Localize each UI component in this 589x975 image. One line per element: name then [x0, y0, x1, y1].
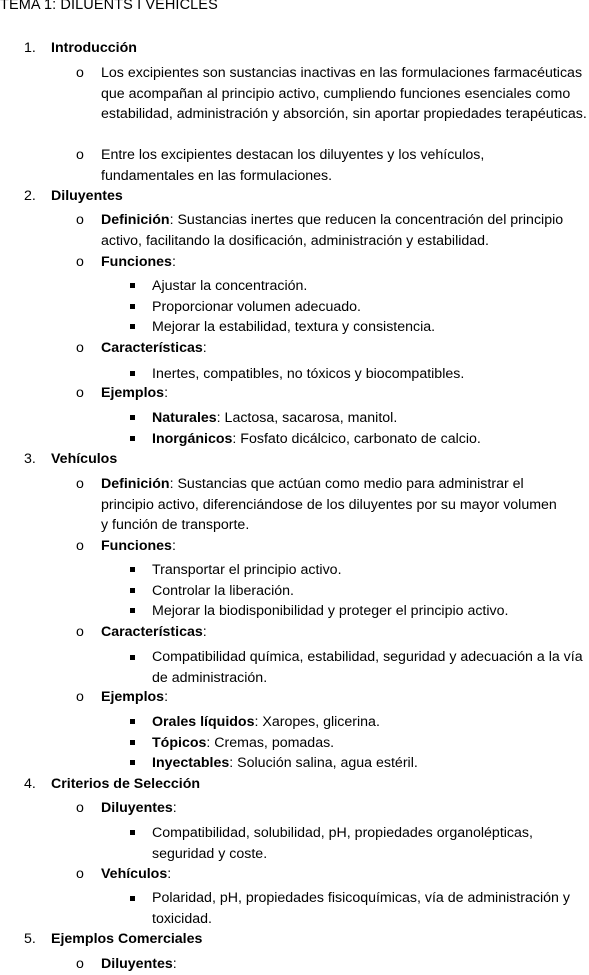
sub-list-item — [152, 712, 589, 733]
item-text: : — [172, 800, 177, 816]
list-item — [101, 536, 589, 557]
list-item: Los excipientes son sustancias inactivas en las formulaciones farmacéuticas que acompañan al principio activo, cumpliendo funciones esenciales como estabilidad, administración y absorción, sin aportar propiedades terapéuticas. — [101, 65, 587, 122]
list-item — [101, 954, 589, 975]
item-text: : — [167, 866, 172, 882]
sub-list-item: Polaridad, pH, propiedades fisicoquímicas, vía de administración y toxicidad. — [152, 890, 570, 927]
item-text: : Xaropes, glicerina. — [254, 714, 380, 730]
item-label: Ejemplos — [101, 689, 165, 705]
section-number: 5. — [24, 931, 36, 947]
sub-list-item — [152, 733, 589, 754]
square-bullet-icon — [130, 283, 135, 288]
sub-list-item: Controlar la liberación. — [152, 583, 294, 599]
square-bullet-icon — [130, 608, 135, 613]
list-item — [101, 798, 589, 819]
sub-list-item: Mejorar la estabilidad, textura y consistencia. — [152, 319, 436, 335]
item-text: : Solución salina, agua estéril. — [229, 755, 418, 771]
list-item — [101, 474, 561, 536]
square-bullet-icon — [130, 324, 135, 329]
list-item — [101, 864, 589, 885]
item-text: : Lactosa, sacarosa, manitol. — [216, 410, 398, 426]
item-label: Inorgánicos — [152, 431, 233, 447]
sub-list-item: Transportar el principio activo. — [152, 562, 342, 578]
list-item — [101, 338, 589, 359]
item-text: : — [164, 689, 169, 705]
section-number: 2. — [24, 188, 36, 204]
bullet-o: o — [76, 254, 84, 270]
square-bullet-icon — [130, 740, 135, 745]
list-item — [101, 252, 589, 273]
bullet-o: o — [76, 689, 84, 705]
item-label: Funciones — [101, 254, 172, 270]
bullet-o: o — [76, 147, 84, 163]
item-label: Inyectables — [152, 755, 230, 771]
square-bullet-icon — [130, 830, 135, 835]
item-label: Definición — [101, 212, 170, 228]
square-bullet-icon — [130, 436, 135, 441]
sub-list-item — [152, 408, 589, 429]
square-bullet-icon — [130, 760, 135, 765]
item-label: Diluyentes — [101, 800, 173, 816]
item-label: Orales líquidos — [152, 714, 255, 730]
bullet-o: o — [76, 538, 84, 554]
sub-list-item: Proporcionar volumen adecuado. — [152, 299, 362, 315]
section-heading: Vehículos — [51, 451, 118, 467]
list-item — [101, 687, 589, 708]
item-text: : — [171, 254, 176, 270]
item-text: : — [171, 538, 176, 554]
item-label: Ejemplos — [101, 385, 165, 401]
section-heading: Ejemplos Comerciales — [51, 931, 203, 947]
item-text: : Fosfato dicálcico, carbonato de calcio. — [232, 431, 481, 447]
sub-list-item: Mejorar la biodisponibilidad y proteger el principio activo. — [152, 603, 509, 619]
bullet-o: o — [76, 65, 84, 81]
document-title: TEMA 1: DILUENTS I VEHICLES — [0, 0, 218, 13]
section-heading: Introducción — [51, 40, 137, 56]
bullet-o: o — [76, 340, 84, 356]
sub-list-item — [152, 753, 589, 774]
item-text: : Sustancias inertes que reducen la concentración del principio activo, facilitando la dosificación, administración y estabilidad. — [101, 212, 564, 249]
item-label: Tópicos — [152, 735, 207, 751]
bullet-o: o — [76, 385, 84, 401]
square-bullet-icon — [130, 719, 135, 724]
bullet-o: o — [76, 624, 84, 640]
item-label: Naturales — [152, 410, 217, 426]
section-number: 4. — [24, 776, 36, 792]
list-item — [101, 383, 589, 404]
item-text: : Sustancias que actúan como medio para administrar el principio activo, diferenciándose de los diluyentes por su mayor volumen y función de transporte. — [101, 476, 557, 533]
section-number: 1. — [24, 40, 36, 56]
item-label: Diluyentes — [101, 956, 173, 972]
bullet-o: o — [76, 476, 84, 492]
section-heading: Criterios de Selección — [51, 776, 201, 792]
sub-list-item: Inertes, compatibles, no tóxicos y biocompatibles. — [152, 366, 465, 382]
sub-list-item: Compatibilidad, solubilidad, pH, propiedades organolépticas, seguridad y coste. — [152, 825, 533, 862]
bullet-o: o — [76, 956, 84, 972]
bullet-o: o — [76, 212, 84, 228]
square-bullet-icon — [130, 371, 135, 376]
list-item: Entre los excipientes destacan los diluyentes y los vehículos, fundamentales en las formulaciones. — [101, 147, 485, 184]
section-number: 3. — [24, 451, 36, 467]
item-text: : — [164, 385, 169, 401]
section-heading: Diluyentes — [51, 188, 123, 204]
item-text: : — [202, 340, 207, 356]
list-item — [101, 210, 589, 251]
square-bullet-icon — [130, 588, 135, 593]
square-bullet-icon — [130, 655, 135, 660]
bullet-o: o — [76, 800, 84, 816]
item-label: Definición — [101, 476, 170, 492]
square-bullet-icon — [130, 567, 135, 572]
item-label: Vehículos — [101, 866, 168, 882]
square-bullet-icon — [130, 304, 135, 309]
sub-list-item: Compatibilidad química, estabilidad, seguridad y adecuación a la vía de administración. — [152, 649, 583, 686]
item-text: : Cremas, pomadas. — [206, 735, 335, 751]
list-item — [101, 622, 589, 643]
bullet-o: o — [76, 866, 84, 882]
item-label: Características — [101, 340, 203, 356]
square-bullet-icon — [130, 415, 135, 420]
sub-list-item — [152, 429, 589, 450]
square-bullet-icon — [130, 896, 135, 901]
item-text: : — [172, 956, 177, 972]
sub-list-item: Ajustar la concentración. — [152, 278, 308, 294]
item-text: : — [202, 624, 207, 640]
item-label: Características — [101, 624, 203, 640]
item-label: Funciones — [101, 538, 172, 554]
